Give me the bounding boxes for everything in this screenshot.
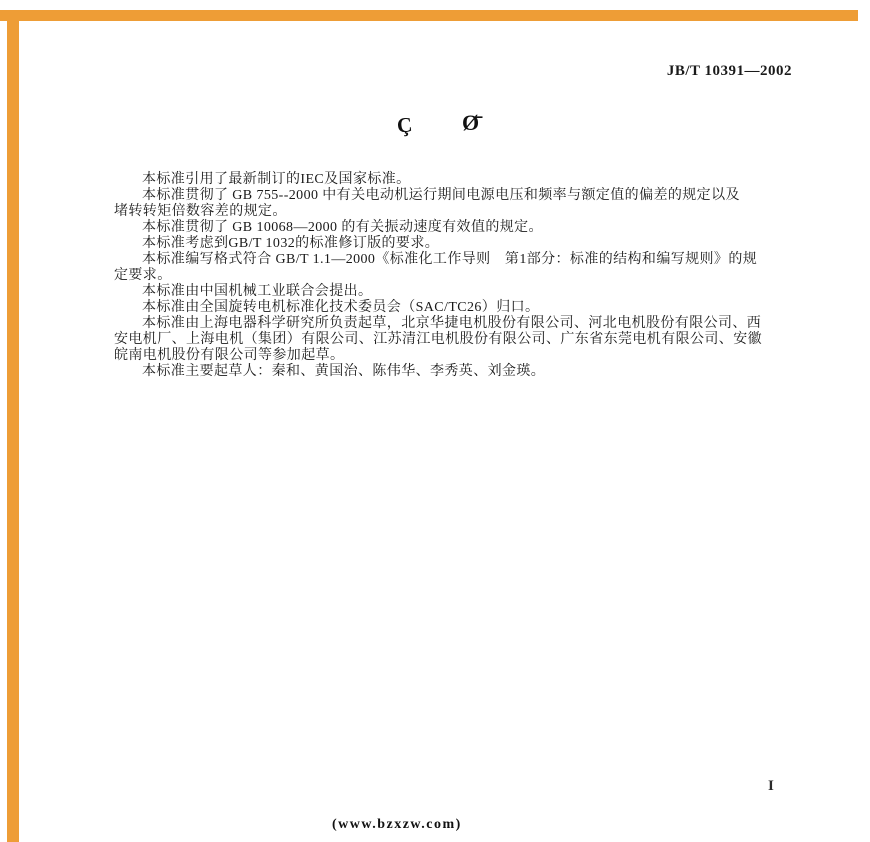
- foreword-line: 本标准贯彻了 GB 10068—2000 的有关振动速度有效值的规定。: [142, 220, 543, 235]
- scan-border-top: [0, 10, 858, 21]
- foreword-line: 本标准贯彻了 GB 755--2000 中有关电动机运行期间电源电压和频率与额定值的偏差的规定以及: [142, 188, 740, 203]
- foreword-line: 本标准考虑到GB/T 1032的标准修订版的要求。: [142, 236, 440, 251]
- foreword-line: 本标准由全国旋转电机标准化技术委员会（SAC/TC26）归口。: [142, 300, 540, 315]
- website-watermark: (www.bzxzw.com): [332, 817, 462, 832]
- degraded-foreword-glyph-left: Ç: [395, 112, 414, 138]
- foreword-line: 本标准由上海电器科学研究所负责起草，北京华捷电机股份有限公司、河北电机股份有限公司、西: [142, 316, 762, 331]
- page-number: I: [768, 778, 774, 794]
- scan-border-left: [7, 10, 19, 842]
- foreword-line: 本标准编写格式符合 GB/T 1.1—2000《标准化工作导则 第1部分：标准的结构和编写规则》的规: [142, 252, 758, 267]
- standard-code-header: JB/T 10391—2002: [666, 63, 792, 79]
- foreword-line: 本标准由中国机械工业联合会提出。: [142, 284, 373, 299]
- foreword-line: 安电机厂、上海电机（集团）有限公司、江苏清江电机股份有限公司、广东省东莞电机有限公司、安徽: [114, 332, 762, 347]
- degraded-foreword-glyph-right: Ø̄: [462, 110, 480, 135]
- foreword-line: 皖南电机股份有限公司等参加起草。: [114, 348, 345, 363]
- foreword-text-block: [114, 172, 798, 380]
- foreword-line: 本标准引用了最新制订的IEC及国家标准。: [142, 172, 411, 187]
- foreword-line: 堵转转矩倍数容差的规定。: [114, 204, 287, 219]
- foreword-line: 本标准主要起草人：秦和、黄国治、陈伟华、李秀英、刘金瑛。: [142, 364, 546, 379]
- foreword-line: 定要求。: [114, 268, 172, 283]
